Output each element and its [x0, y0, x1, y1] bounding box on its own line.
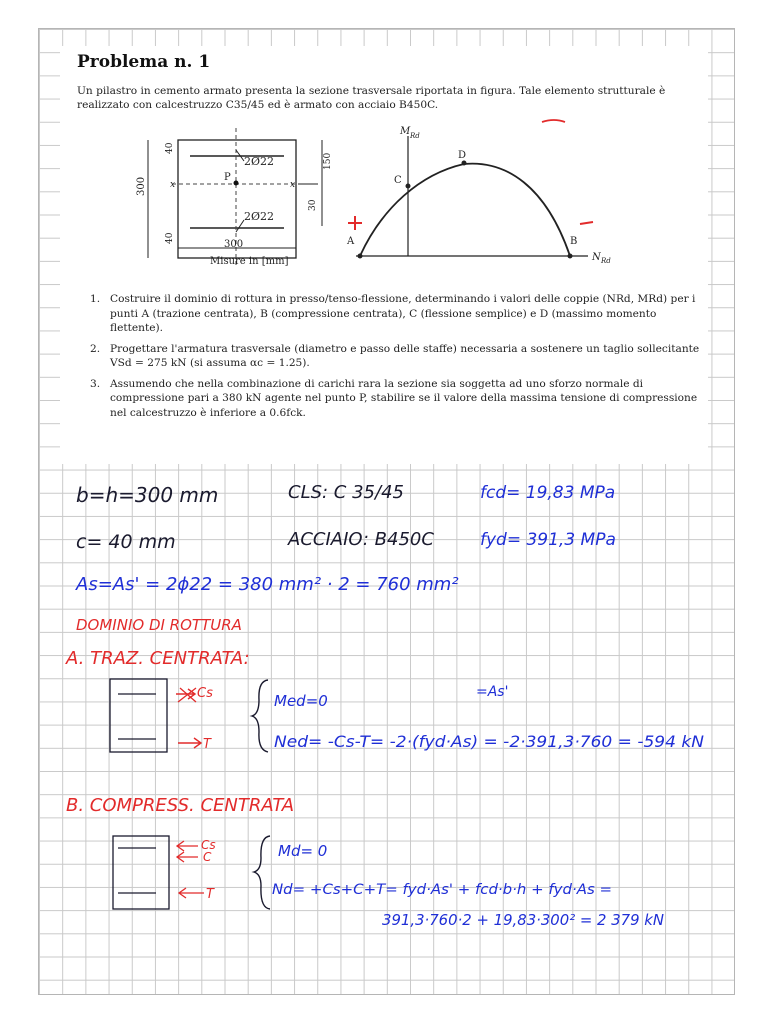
problem-text: Assumendo che nella combinazione di carichi rara la sezione sia soggetta ad uno sforzo normale di compressione pari a 380 kN agente nel punto P, stabilire se il valore della massima tensione di compressione nel calcestruzzo è inferiore a 0.6fck.	[110, 377, 698, 419]
brace-b-icon	[254, 836, 270, 909]
note-geometry: b=h=300 mm	[76, 483, 219, 507]
note-b-md: Md= 0	[278, 842, 328, 860]
note-cover: c= 40 mm	[76, 531, 176, 553]
sketch-b-outline	[113, 836, 169, 909]
note-fcd: fcd= 19,83 MPa	[480, 483, 616, 503]
arrow-t-a-icon	[178, 738, 201, 748]
height-dimension-label: 300	[136, 176, 147, 196]
note-b-ned-line1: Nd= +Cs+C+T= fyd·As' + fcd·b·h + fyd·As =	[272, 882, 612, 898]
point-c-label: C	[394, 175, 402, 186]
x-axis-subscript: Rd	[601, 257, 611, 265]
bottom-rebar-label: 2Ø22	[244, 210, 275, 223]
bottom-cover-label: 40	[165, 232, 175, 244]
problem-text: Progettare l'armatura trasversale (diametro e passo delle staffe) necessaria a sostenere un taglio sollecitante VSd = 275 kN (si assuma αc = 1.25).	[110, 342, 700, 369]
problem-intro: Un pilastro in cemento armato presenta la sezione trasversale riportata in figura. Tale elemento strutturale è realizzato con calcestruzzo C35/45 ed è armato con acciaio B450C.	[77, 85, 666, 111]
note-domain-title: DOMINIO DI ROTTURA	[76, 616, 242, 634]
dim-30-label: 30	[308, 199, 318, 211]
top-rebar-label: 2Ø22	[244, 155, 275, 168]
force-cs-label-b: Cs	[201, 838, 216, 852]
width-dimension-label: 300	[224, 239, 244, 250]
force-t-label-a: T	[203, 737, 211, 752]
dim-150-label: 150	[323, 152, 333, 170]
problem-text: Costruire il dominio di rottura in presso/tenso-flessione, determinando i valori delle coppie (NRd, MRd) per i punti A (trazione centrata), B (compressione centrata), C (flessione semplice) e D (massimo momento flettente).	[110, 293, 696, 334]
note-a-side: =As'	[476, 684, 509, 700]
note-steel-class: ACCIAIO: B450C	[288, 529, 434, 550]
point-b-label: B	[570, 236, 578, 247]
note-concrete-class: CLS: C 35/45	[288, 482, 404, 503]
note-fyd: fyd= 391,3 MPa	[480, 530, 616, 550]
force-t-label-b: T	[206, 887, 214, 902]
problem-title: Problema n. 1	[77, 52, 211, 72]
problem-number: 1.	[90, 293, 101, 305]
section-sketch-b	[113, 836, 216, 909]
problem-number: 2.	[90, 342, 101, 355]
note-a-med: Med=0	[274, 692, 328, 710]
section-sketch-a	[110, 679, 213, 752]
arrow-cs-b-icon	[177, 841, 198, 851]
units-caption: Misure in [mm]	[210, 256, 289, 267]
note-steel-area: As=As' = 2ϕ22 = 380 mm² · 2 = 760 mm²	[76, 574, 459, 595]
note-a-ned: Ned= -Cs-T= -2·(fyd·As) = -2·391,3·760 = -594 kN	[274, 732, 705, 751]
y-axis-subscript: Rd	[410, 132, 420, 140]
point-p-label: P	[224, 172, 231, 183]
brace-a-icon	[252, 680, 268, 752]
force-cs-label-a: Cs	[197, 686, 213, 701]
force-c-label-b: C	[203, 850, 212, 864]
y-axis-label: M	[400, 126, 411, 137]
arrow-t-b-icon	[179, 888, 204, 898]
note-point-b-title: B. COMPRESS. CENTRATA	[66, 795, 295, 816]
point-a-label: A	[347, 236, 355, 247]
problem-number: 3.	[90, 377, 101, 390]
x-axis-label: N	[592, 252, 601, 263]
point-d-label: D	[458, 150, 467, 161]
arrow-c-b-icon	[177, 852, 198, 862]
note-b-ned-line2: 391,3·760·2 + 19,83·300² = 2 379 kN	[382, 911, 664, 929]
sketch-a-outline	[110, 679, 167, 752]
axis-x-left-label: x	[170, 180, 176, 190]
top-cover-label: 40	[165, 142, 175, 154]
note-point-a-title: A. TRAZ. CENTRATA:	[66, 648, 250, 669]
axis-x-right-label: x	[290, 180, 296, 190]
